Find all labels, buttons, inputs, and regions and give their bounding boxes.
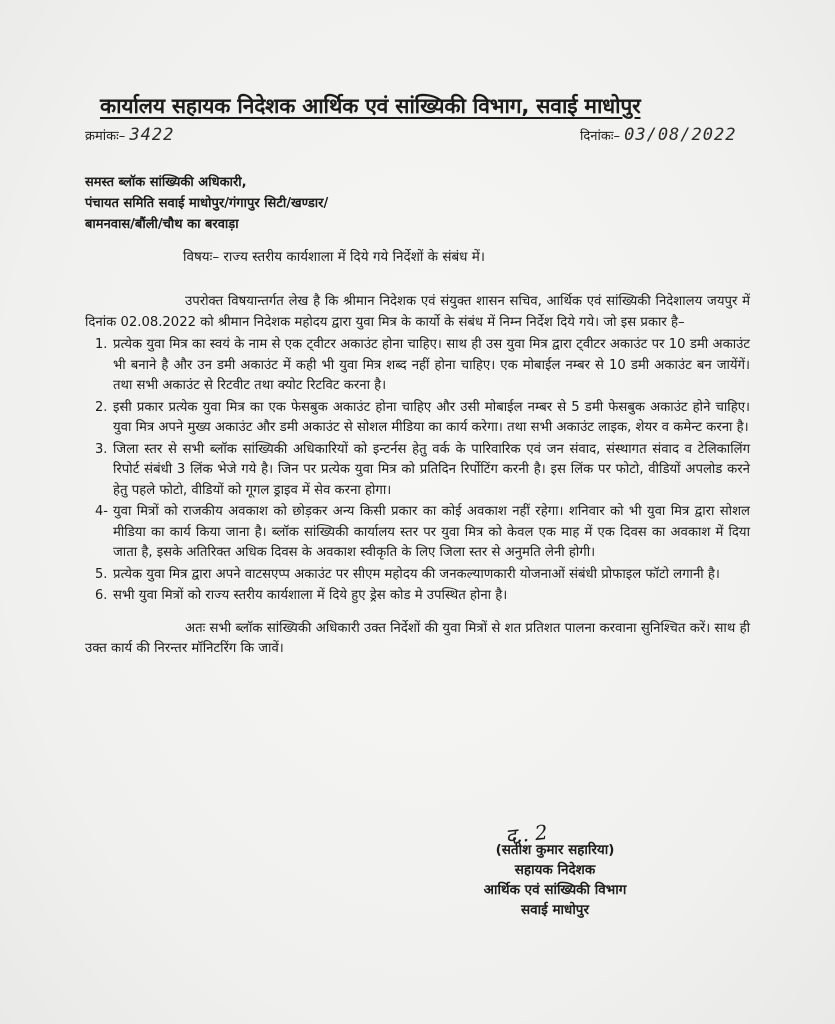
directive-item (85, 440, 750, 502)
directive-item (85, 335, 750, 397)
date-label: दिनांकः– (580, 129, 620, 144)
directive-text: जिला स्तर से सभी ब्लॉक सांख्यिकी अधिकारियों को इन्टर्नस हेतु वर्क के पारिवारिक एवं जन संवाद, संस्थागत संवाद व टेलिकालिंग रिपोर्ट संबंधी 3 लिंक भेजे गये है। जिन पर प्रत्येक युवा मित्र को प्रतिदिन रिर्पोटिंग करनी है। इस लिंक पर फोटो, वीडियों अपलोड करने हेतु पहले फोटो, वीडियों को गूगल ड्राइव में सेव करना होगा। (113, 441, 750, 498)
handwritten-signature: द.. 2 (504, 819, 549, 849)
directive-text: इसी प्रकार प्रत्येक युवा मित्र का एक फेसबुक अकाउंट होना चाहिए और उसी मोबाईल नम्बर से 5 डमी फेसबुक अकाउंट होने चाहिए। युवा मित्र अपने मुख्य अकाउंट और डमी अकाउंट से सोशल मीडिया का कार्य करेगा। तथा सभी अकाउंट लाइक, शेयर व कमेन्ट करना है। (113, 399, 750, 435)
conclusion-paragraph: अतः सभी ब्लॉक सांख्यिकी अधिकारी उक्त निर्देशों की युवा मित्रों से शत प्रतिशत पालना करवाना सुनिश्चित करें। साथ ही उक्त कार्य की निरन्तर मॉनिटरिंग कि जावें। (85, 620, 750, 656)
directive-number: 6. (95, 588, 108, 603)
directive-item (85, 565, 750, 586)
directive-list (85, 335, 750, 607)
subject-line: विषयः– राज्य स्तरीय कार्यशाला में दिये गये निर्देशों के संबंध में। (183, 249, 485, 265)
reference-value: 3422 (129, 125, 175, 145)
directive-text: सभी युवा मित्रों को राज्य स्तरीय कार्यशाला में दिये हुए ड्रेस कोड मे उपस्थित होना है। (113, 588, 508, 603)
letter-date (580, 125, 736, 145)
date-value: 03/08/2022 (624, 125, 737, 145)
addressee-block (85, 172, 328, 235)
directive-item (85, 398, 750, 439)
reference-number (85, 125, 174, 145)
directive-text: प्रत्येक युवा मित्र का स्वयं के नाम से एक ट्वीटर अकाउंट होना चाहिए। साथ ही उस युवा मित्र द्वारा ट्वीटर अकाउंट पर 10 डमी अकाउंट भी बनाने है और उन डमी अकाउंट में कही भी युवा मित्र शब्द नहीं होना चाहिए। एक मोबाईल नम्बर से 10 डमी अकाउंट बन जायेंगें। तथा सभी अकाउंट से रिटवीट तथा क्योट रिटविट करना है। (113, 337, 750, 393)
addressee-line: समस्त ब्लॉक सांख्यिकी अधिकारी, (85, 175, 247, 190)
directive-text: युवा मित्रों को राजकीय अवकाश को छोड़कर अन्य किसी प्रकार का कोई अवकाश नहीं रहेगा। शनिवार को भी युवा मित्र द्वारा सोशल मीडिया का कार्य किया जाना है। ब्लॉक सांख्यिकी कार्यालय स्तर पर युवा मित्र को केवल एक माह में एक दिवस का अवकाश में दिया जाता है, इसके अतिरिक्त अधिक दिवस के अवकाश स्वीकृति के लिए जिला स्तर से अनुमति लेनी होगी। (113, 504, 750, 560)
signatory-department: आर्थिक एवं सांख्यिकी विभाग (483, 882, 627, 898)
signatory-designation: सहायक निदेशक (514, 862, 596, 878)
signature-block (465, 818, 645, 920)
signatory-location: सवाई माधोपुर (520, 902, 589, 918)
reference-label: क्रमांकः– (85, 129, 126, 144)
directive-item (85, 586, 750, 607)
intro-paragraph: उपरोक्त विषयान्तर्गत लेख है कि श्रीमान निदेशक एवं संयुक्त शासन सचिव, आर्थिक एवं सांख्यिकी निदेशालय जयपुर में दिनांक 02.08.2022 को श्रीमान निदेशक महोदय द्वारा युवा मित्र के कार्यो के संबंध में निम्न निर्देश दिये गये। जो इस प्रकार है– (85, 294, 750, 330)
directive-number: 4- (95, 504, 108, 519)
directive-number: 1. (95, 337, 108, 352)
directive-number: 3. (95, 441, 108, 457)
addressee-line: बामनवास/बौंली/चौथ का बरवाड़ा (85, 217, 239, 232)
directive-number: 2. (95, 399, 108, 415)
letter-body (85, 292, 750, 660)
signatory-name: (सतीश कुमार सहारिया) (495, 842, 615, 858)
directive-text: प्रत्येक युवा मित्र द्वारा अपने वाटसएप्प अकाउंट पर सीएम महोदय की जनकल्याणकारी योजनाओं संबंधी प्रोफाइल फॉटो लगानी है। (113, 566, 720, 582)
office-heading: कार्यालय सहायक निदेशक आर्थिक एवं सांख्यिकी विभाग, सवाई माधोपुर (100, 94, 641, 118)
addressee-line: पंचायत समिति सवाई माधोपुर/गंगापुर सिटी/खण्डार/ (85, 196, 329, 211)
directive-number: 5. (95, 566, 108, 582)
directive-item (85, 502, 750, 564)
